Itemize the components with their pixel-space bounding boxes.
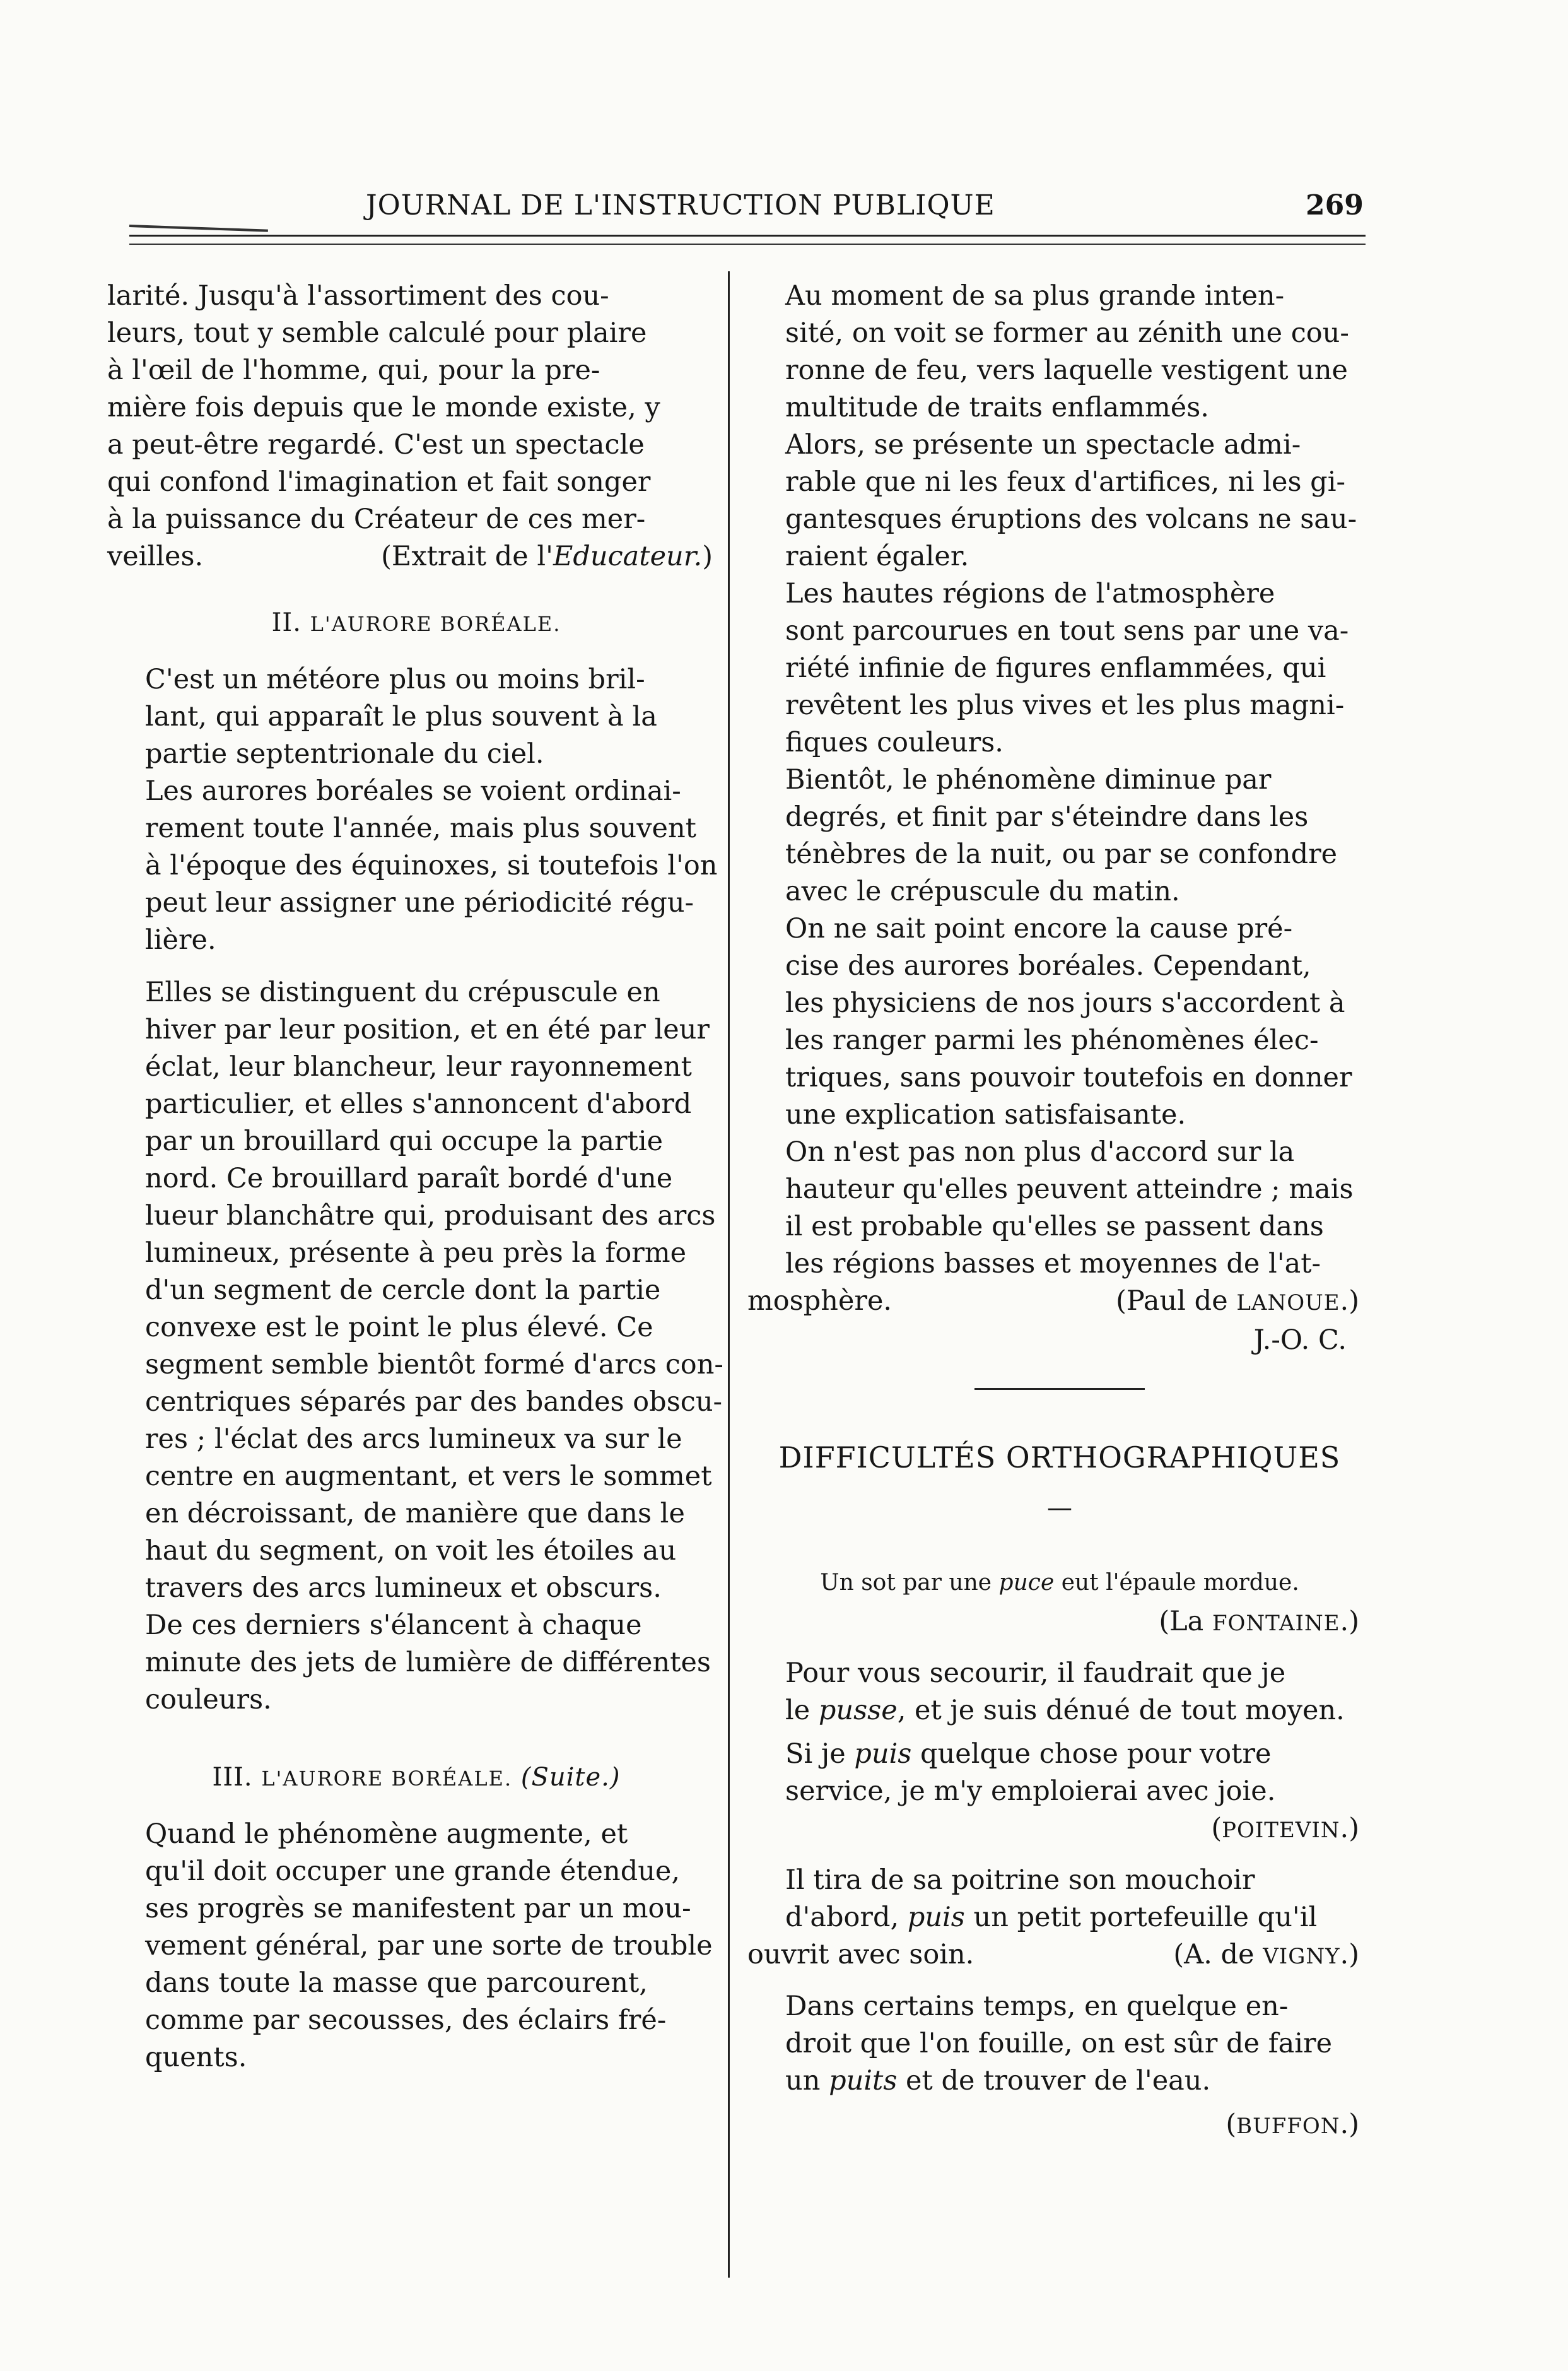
text-line: multitude de traits enflammés. — [785, 392, 1209, 423]
text-line: On ne sait point encore la cause pré- — [785, 913, 1293, 944]
credit-name: BUFFON — [1236, 2114, 1340, 2139]
quote-puits — [747, 1988, 1372, 2100]
intro-credit-row — [107, 538, 725, 575]
text-line: Il tira de sa poitrine son mouchoir — [785, 1864, 1255, 1896]
header-rule — [129, 235, 1366, 237]
text-line: fiques couleurs. — [785, 727, 1003, 758]
page-number: 269 — [1306, 189, 1364, 221]
section-title-3 — [107, 1763, 725, 1792]
text-line — [747, 2062, 1372, 2100]
text-line: mosphère. — [747, 1285, 892, 1317]
section-numeral: II. — [271, 608, 301, 637]
text-line: Les hautes régions de l'atmosphère — [785, 578, 1275, 609]
text-line: Au moment de sa plus grande inten- — [785, 280, 1285, 312]
credit-suffix: .) — [1340, 1939, 1359, 1970]
paragraph — [107, 1816, 725, 2076]
credit-name: LANOUE — [1236, 1290, 1340, 1315]
text-line: Bientôt, le phénomène diminue par — [785, 764, 1272, 796]
credit-name: POITEVIN — [1222, 1818, 1340, 1843]
quote-text: un — [785, 2065, 829, 2097]
text-line: rement toute l'année, mais plus souvent — [145, 813, 696, 844]
header-rule-mark — [129, 225, 268, 232]
text-line: centriques séparés par des bandes obscu- — [145, 1386, 723, 1418]
paragraph — [107, 661, 725, 773]
credit-prefix: (La — [1159, 1606, 1212, 1637]
credit-prefix: (Extrait de l' — [381, 541, 553, 572]
quote-keyword: puis — [907, 1902, 965, 1933]
spacer — [107, 959, 725, 974]
quote-keyword: puce — [998, 1570, 1055, 1596]
credit-prefix: ( — [1226, 2109, 1237, 2140]
text-line: riété infinie de figures enflammées, qui — [785, 652, 1326, 684]
quote-keyword: pusse — [818, 1695, 898, 1726]
text-line: vement général, par une sorte de trouble — [145, 1930, 713, 1962]
heading-dash: — — [1047, 1493, 1072, 1522]
intro-credit — [381, 538, 725, 575]
text-line: a peut-être regardé. C'est un spectacle — [107, 429, 645, 461]
quote-puis — [747, 1736, 1372, 1810]
text-line: veilles. — [107, 541, 204, 572]
section-suite: (Suite.) — [520, 1763, 621, 1792]
left-column — [107, 278, 725, 2076]
text-line — [747, 1736, 1372, 1773]
section-numeral: III. — [212, 1763, 253, 1792]
text-line: revêtent les plus vives et les plus magni- — [785, 690, 1345, 721]
credit-suffix: .) — [1340, 2109, 1359, 2140]
text-line: ténèbres de la nuit, ou par se confondre — [785, 838, 1338, 870]
credit-buffon — [747, 2106, 1372, 2145]
text-line: qu'il doit occuper une grande étendue, — [145, 1856, 681, 1887]
paragraph — [107, 1607, 725, 1719]
text-line: dans toute la masse que parcourent, — [145, 1967, 648, 1999]
text-line: lueur blanchâtre qui, produisant des arcs — [145, 1200, 716, 1232]
text-line: minute des jets de lumière de différentes — [145, 1647, 711, 1678]
paragraph — [747, 1134, 1372, 1283]
text-line: il est probable qu'elles se passent dans — [785, 1211, 1324, 1242]
text-line: lant, qui apparaît le plus souvent à la — [145, 701, 657, 732]
text-line: lière. — [145, 924, 216, 956]
text-line: Les aurores boréales se voient ordinai- — [145, 775, 681, 807]
text-line: ses progrès se manifestent par un mou- — [145, 1893, 691, 1924]
credit-name: FONTAINE — [1212, 1611, 1340, 1636]
text-line: triques, sans pouvoir toutefois en donner — [785, 1062, 1352, 1093]
text-line: couleurs. — [145, 1684, 272, 1715]
paragraph — [107, 773, 725, 959]
quote-text: eut l'épaule mordue. — [1054, 1570, 1299, 1596]
text-line: avec le crépuscule du matin. — [785, 876, 1180, 907]
paragraph — [107, 974, 725, 1607]
text-line: éclat, leur blancheur, leur rayonnement — [145, 1051, 692, 1083]
text-line: sont parcourues en tout sens par une va- — [785, 615, 1349, 647]
text-line: comme par secousses, des éclairs fré- — [145, 2004, 667, 2036]
quote-text: Un sot par une — [820, 1570, 999, 1596]
quote-text: un petit portefeuille qu'il — [964, 1902, 1318, 1933]
text-line: ronne de feu, vers laquelle vestigent une — [785, 355, 1348, 386]
text-line: mière fois depuis que le monde existe, y — [107, 392, 660, 423]
text-line: hauteur qu'elles peuvent atteindre ; mais — [785, 1174, 1354, 1205]
lanoue-credit — [1116, 1283, 1372, 1322]
running-head: JOURNAL DE L'INSTRUCTION PUBLIQUE — [366, 189, 995, 221]
text-line — [747, 1899, 1372, 1936]
text-line: d'un segment de cercle dont la partie — [145, 1274, 661, 1306]
text-line: lumineux, présente à peu près la forme — [145, 1237, 687, 1269]
section-title-2 — [107, 608, 725, 637]
quote-text: Si je — [785, 1738, 855, 1770]
text-line: en décroissant, de manière que dans le — [145, 1498, 685, 1529]
quote-text: d'abord, — [785, 1902, 908, 1933]
text-line: à l'époque des équinoxes, si toutefois l'on — [145, 850, 718, 881]
credit-fontaine — [747, 1603, 1372, 1642]
text-line: Quand le phénomène augmente, et — [145, 1818, 628, 1850]
paragraph — [747, 278, 1372, 427]
text-line: par un brouillard qui occupe la partie — [145, 1126, 664, 1157]
text-line: Dans certains temps, en quelque en- — [785, 1991, 1289, 2022]
credit-suffix: .) — [1340, 1285, 1359, 1317]
quote-text: et de trouver de l'eau. — [897, 2065, 1211, 2097]
paragraph — [747, 910, 1372, 1134]
text-line: partie septentrionale du ciel. — [145, 738, 544, 770]
text-line: les physiciens de nos jours s'accordent à — [785, 987, 1345, 1019]
text-line: larité. Jusqu'à l'assortiment des cou- — [107, 280, 609, 312]
text-line — [747, 1692, 1372, 1729]
column-divider — [728, 271, 730, 2278]
text-line: à l'œil de l'homme, qui, pour la pre- — [107, 355, 600, 386]
text-line: De ces derniers s'élancent à chaque — [145, 1609, 642, 1641]
signature: J.-O. C. — [1253, 1324, 1347, 1356]
text-line: une explication satisfaisante. — [785, 1099, 1186, 1131]
credit-poitevin — [747, 1810, 1372, 1849]
quote-text: le — [785, 1695, 819, 1726]
credit-name: VIGNY — [1263, 1944, 1340, 1969]
text-line: rable que ni les feux d'artifices, ni les gi- — [785, 466, 1345, 498]
text-line: ouvrit avec soin. — [747, 1939, 974, 1970]
text-line: Alors, se présente un spectacle admi- — [785, 429, 1301, 461]
text-line: degrés, et finit par s'éteindre dans les — [785, 801, 1309, 833]
text-line: droit que l'on fouille, on est sûr de faire — [785, 2028, 1333, 2059]
text-line: les régions basses et moyennes de l'at- — [785, 1248, 1321, 1280]
text-line: à la puissance du Créateur de ces mer- — [107, 503, 646, 535]
intro-paragraph — [107, 278, 725, 538]
orthography-heading: DIFFICULTÉS ORTHOGRAPHIQUES — [778, 1440, 1341, 1474]
quote-text: , et je suis dénué de tout moyen. — [897, 1695, 1345, 1726]
right-column — [747, 278, 1372, 2145]
credit-prefix: (A. de — [1173, 1939, 1263, 1970]
text-line: particulier, et elles s'annoncent d'abord — [145, 1088, 692, 1120]
quote-text: quelque chose pour votre — [911, 1738, 1272, 1770]
credit-vigny — [1173, 1936, 1372, 1975]
text-line: centre en augmentant, et vers le sommet — [145, 1461, 712, 1492]
paragraph — [747, 427, 1372, 575]
section-heading: L'AURORE BORÉALE. — [310, 612, 561, 636]
text-line: cise des aurores boréales. Cependant, — [785, 950, 1311, 982]
credit-suffix: .) — [1340, 1813, 1359, 1844]
credit-suffix: ) — [702, 541, 713, 572]
text-line: service, je m'y emploierai avec joie. — [785, 1775, 1276, 1807]
text-line: qui confond l'imagination et fait songer — [107, 466, 651, 498]
credit-prefix: (Paul de — [1116, 1285, 1237, 1317]
vigny-credit-row — [747, 1936, 1372, 1975]
text-line: hiver par leur position, et en été par leur — [145, 1014, 710, 1045]
text-line: peut leur assigner une périodicité régu- — [145, 887, 694, 919]
paragraph — [747, 762, 1372, 910]
quote-vigny — [747, 1862, 1372, 1936]
section-heading: L'AURORE BORÉALE. — [261, 1767, 513, 1791]
credit-prefix: ( — [1211, 1813, 1222, 1844]
text-line: haut du segment, on voit les étoiles au — [145, 1535, 677, 1567]
text-line: quents. — [145, 2042, 247, 2073]
section-separator — [974, 1388, 1145, 1390]
text-line: segment semble bientôt formé d'arcs con- — [145, 1349, 723, 1380]
text-line: On n'est pas non plus d'accord sur la — [785, 1136, 1295, 1168]
text-line: Pour vous secourir, il faudrait que je — [785, 1657, 1286, 1689]
lanoue-credit-row — [747, 1283, 1372, 1322]
credit-suffix: .) — [1340, 1606, 1359, 1637]
text-line: nord. Ce brouillard paraît bordé d'une — [145, 1163, 673, 1194]
header-rule-thin — [129, 244, 1366, 245]
spacer — [747, 1729, 1372, 1736]
paragraph — [747, 575, 1372, 762]
quote-keyword: puits — [829, 2065, 898, 2097]
text-line: les ranger parmi les phénomènes élec- — [785, 1025, 1319, 1056]
text-line: Elles se distinguent du crépuscule en — [145, 977, 660, 1008]
text-line: convexe est le point le plus élevé. Ce — [145, 1312, 653, 1343]
text-line: gantesques éruptions des volcans ne sau- — [785, 503, 1357, 535]
quote-fontaine — [747, 1567, 1372, 1599]
quote-pusse — [747, 1655, 1372, 1729]
text-line: raient égaler. — [785, 541, 969, 572]
text-line: sité, on voit se former au zénith une cou- — [785, 317, 1349, 349]
text-line: res ; l'éclat des arcs lumineux va sur le — [145, 1423, 682, 1455]
quote-keyword: puis — [854, 1738, 912, 1770]
text-line: travers des arcs lumineux et obscurs. — [145, 1572, 662, 1604]
text-line: C'est un météore plus ou moins bril- — [145, 664, 645, 695]
credit-source: Educateur. — [553, 541, 703, 572]
text-line: leurs, tout y semble calculé pour plaire — [107, 317, 647, 349]
